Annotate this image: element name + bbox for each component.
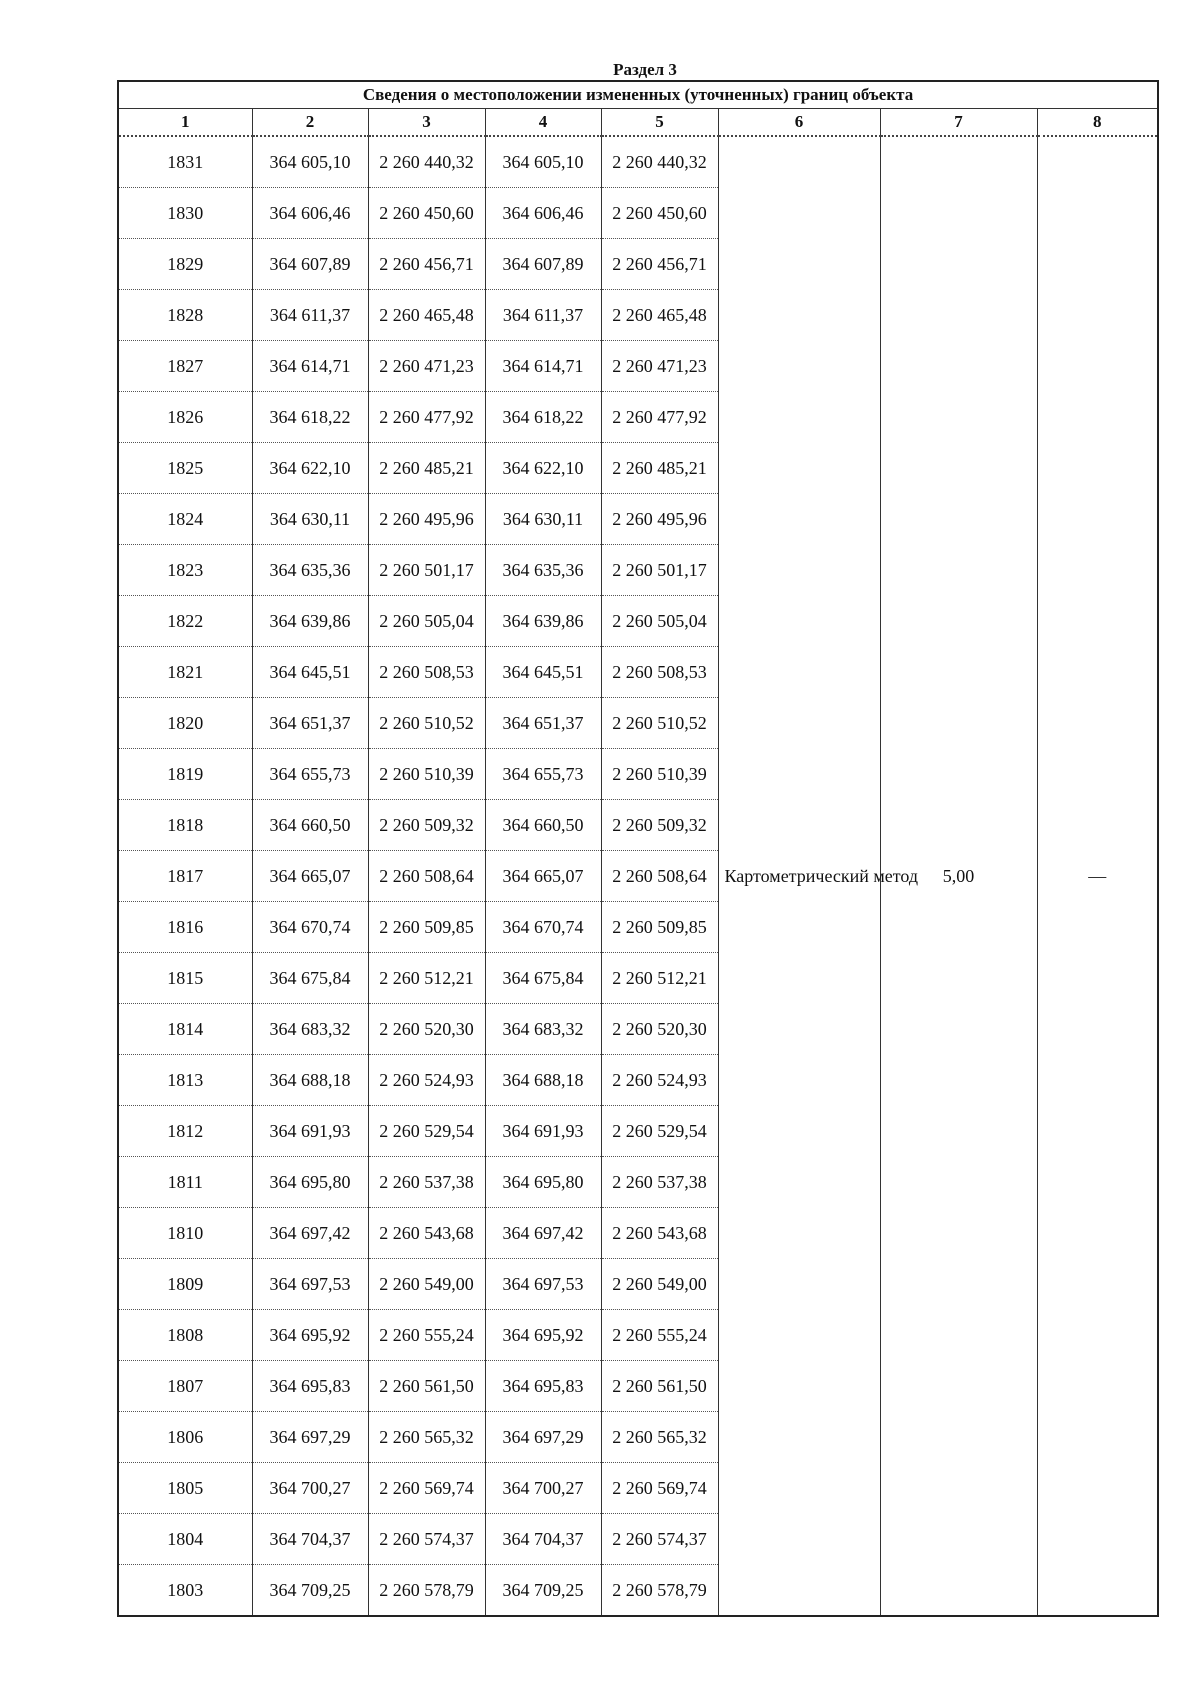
point-number-cell: 1807 — [118, 1361, 252, 1412]
y-updated-cell: 2 260 537,38 — [601, 1157, 718, 1208]
point-number-cell: 1806 — [118, 1412, 252, 1463]
y-updated-cell: 2 260 505,04 — [601, 596, 718, 647]
x-existing-cell: 364 709,25 — [252, 1565, 368, 1617]
point-number-cell: 1819 — [118, 749, 252, 800]
x-updated-cell: 364 614,71 — [485, 341, 601, 392]
y-updated-cell: 2 260 561,50 — [601, 1361, 718, 1412]
y-existing-cell: 2 260 569,74 — [368, 1463, 485, 1514]
column-number: 7 — [880, 109, 1037, 137]
y-updated-cell: 2 260 508,64 — [601, 851, 718, 902]
x-updated-cell: 364 630,11 — [485, 494, 601, 545]
y-existing-cell: 2 260 512,21 — [368, 953, 485, 1004]
y-existing-cell: 2 260 561,50 — [368, 1361, 485, 1412]
x-existing-cell: 364 660,50 — [252, 800, 368, 851]
point-number-cell: 1817 — [118, 851, 252, 902]
y-existing-cell: 2 260 505,04 — [368, 596, 485, 647]
y-existing-cell: 2 260 555,24 — [368, 1310, 485, 1361]
point-number-cell: 1822 — [118, 596, 252, 647]
point-number-cell: 1804 — [118, 1514, 252, 1565]
point-number-cell: 1812 — [118, 1106, 252, 1157]
y-updated-cell: 2 260 520,30 — [601, 1004, 718, 1055]
x-updated-cell: 364 611,37 — [485, 290, 601, 341]
y-updated-cell: 2 260 495,96 — [601, 494, 718, 545]
section-title: Раздел 3 — [613, 60, 677, 79]
x-updated-cell: 364 606,46 — [485, 188, 601, 239]
y-updated-cell: 2 260 578,79 — [601, 1565, 718, 1617]
y-updated-cell: 2 260 440,32 — [601, 136, 718, 188]
point-number-cell: 1830 — [118, 188, 252, 239]
y-updated-cell: 2 260 456,71 — [601, 239, 718, 290]
column-number: 2 — [252, 109, 368, 137]
column-number: 3 — [368, 109, 485, 137]
y-updated-cell: 2 260 508,53 — [601, 647, 718, 698]
point-number-cell: 1814 — [118, 1004, 252, 1055]
column-number: 4 — [485, 109, 601, 137]
x-existing-cell: 364 645,51 — [252, 647, 368, 698]
y-existing-cell: 2 260 509,32 — [368, 800, 485, 851]
column-number: 5 — [601, 109, 718, 137]
x-existing-cell: 364 635,36 — [252, 545, 368, 596]
x-existing-cell: 364 675,84 — [252, 953, 368, 1004]
x-existing-cell: 364 704,37 — [252, 1514, 368, 1565]
point-number-cell: 1829 — [118, 239, 252, 290]
point-number-cell: 1816 — [118, 902, 252, 953]
y-existing-cell: 2 260 471,23 — [368, 341, 485, 392]
point-number-cell: 1811 — [118, 1157, 252, 1208]
y-existing-cell: 2 260 495,96 — [368, 494, 485, 545]
y-updated-cell: 2 260 450,60 — [601, 188, 718, 239]
table-body — [118, 136, 1158, 1616]
table-caption: Сведения о местоположении измененных (уточненных) границ объекта — [118, 81, 1158, 109]
point-number-cell: 1831 — [118, 136, 252, 188]
x-existing-cell: 364 639,86 — [252, 596, 368, 647]
x-updated-cell: 364 635,36 — [485, 545, 601, 596]
y-existing-cell: 2 260 450,60 — [368, 188, 485, 239]
point-number-cell: 1821 — [118, 647, 252, 698]
x-existing-cell: 364 622,10 — [252, 443, 368, 494]
point-number-cell: 1815 — [118, 953, 252, 1004]
x-updated-cell: 364 618,22 — [485, 392, 601, 443]
y-existing-cell: 2 260 578,79 — [368, 1565, 485, 1617]
x-existing-cell: 364 605,10 — [252, 136, 368, 188]
y-updated-cell: 2 260 524,93 — [601, 1055, 718, 1106]
x-updated-cell: 364 665,07 — [485, 851, 601, 902]
x-existing-cell: 364 683,32 — [252, 1004, 368, 1055]
y-updated-cell: 2 260 510,52 — [601, 698, 718, 749]
y-existing-cell: 2 260 440,32 — [368, 136, 485, 188]
x-updated-cell: 364 700,27 — [485, 1463, 601, 1514]
x-updated-cell: 364 695,83 — [485, 1361, 601, 1412]
description-cell: — — [1037, 136, 1158, 1616]
y-existing-cell: 2 260 524,93 — [368, 1055, 485, 1106]
y-updated-cell: 2 260 569,74 — [601, 1463, 718, 1514]
y-updated-cell: 2 260 477,92 — [601, 392, 718, 443]
point-number-cell: 1823 — [118, 545, 252, 596]
x-existing-cell: 364 618,22 — [252, 392, 368, 443]
x-existing-cell: 364 651,37 — [252, 698, 368, 749]
point-number-cell: 1827 — [118, 341, 252, 392]
x-updated-cell: 364 651,37 — [485, 698, 601, 749]
y-updated-cell: 2 260 509,32 — [601, 800, 718, 851]
y-updated-cell: 2 260 471,23 — [601, 341, 718, 392]
y-existing-cell: 2 260 520,30 — [368, 1004, 485, 1055]
y-updated-cell: 2 260 501,17 — [601, 545, 718, 596]
y-existing-cell: 2 260 529,54 — [368, 1106, 485, 1157]
y-existing-cell: 2 260 537,38 — [368, 1157, 485, 1208]
y-existing-cell: 2 260 508,64 — [368, 851, 485, 902]
column-number: 6 — [718, 109, 880, 137]
y-updated-cell: 2 260 465,48 — [601, 290, 718, 341]
point-number-cell: 1810 — [118, 1208, 252, 1259]
y-updated-cell: 2 260 485,21 — [601, 443, 718, 494]
point-number-cell: 1818 — [118, 800, 252, 851]
point-number-cell: 1808 — [118, 1310, 252, 1361]
x-updated-cell: 364 695,92 — [485, 1310, 601, 1361]
x-updated-cell: 364 670,74 — [485, 902, 601, 953]
boundary-coordinates-table — [117, 80, 1159, 1617]
y-existing-cell: 2 260 510,39 — [368, 749, 485, 800]
x-existing-cell: 364 688,18 — [252, 1055, 368, 1106]
x-updated-cell: 364 660,50 — [485, 800, 601, 851]
y-updated-cell: 2 260 574,37 — [601, 1514, 718, 1565]
y-existing-cell: 2 260 465,48 — [368, 290, 485, 341]
x-existing-cell: 364 697,42 — [252, 1208, 368, 1259]
x-updated-cell: 364 709,25 — [485, 1565, 601, 1617]
x-existing-cell: 364 630,11 — [252, 494, 368, 545]
x-existing-cell: 364 695,83 — [252, 1361, 368, 1412]
y-updated-cell: 2 260 543,68 — [601, 1208, 718, 1259]
y-existing-cell: 2 260 477,92 — [368, 392, 485, 443]
point-number-cell: 1803 — [118, 1565, 252, 1617]
y-existing-cell: 2 260 485,21 — [368, 443, 485, 494]
x-updated-cell: 364 691,93 — [485, 1106, 601, 1157]
x-updated-cell: 364 645,51 — [485, 647, 601, 698]
y-existing-cell: 2 260 574,37 — [368, 1514, 485, 1565]
point-number-cell: 1805 — [118, 1463, 252, 1514]
x-existing-cell: 364 665,07 — [252, 851, 368, 902]
y-existing-cell: 2 260 510,52 — [368, 698, 485, 749]
y-updated-cell: 2 260 565,32 — [601, 1412, 718, 1463]
x-existing-cell: 364 614,71 — [252, 341, 368, 392]
accuracy-cell: 5,00 — [880, 136, 1037, 1616]
x-updated-cell: 364 697,53 — [485, 1259, 601, 1310]
y-existing-cell: 2 260 508,53 — [368, 647, 485, 698]
point-number-cell: 1824 — [118, 494, 252, 545]
point-number-cell: 1825 — [118, 443, 252, 494]
x-existing-cell: 364 697,53 — [252, 1259, 368, 1310]
y-updated-cell: 2 260 510,39 — [601, 749, 718, 800]
column-number: 1 — [118, 109, 252, 137]
x-existing-cell: 364 607,89 — [252, 239, 368, 290]
x-existing-cell: 364 691,93 — [252, 1106, 368, 1157]
x-existing-cell: 364 670,74 — [252, 902, 368, 953]
method-cell: Картометрический метод — [718, 136, 880, 1616]
x-updated-cell: 364 622,10 — [485, 443, 601, 494]
x-updated-cell: 364 675,84 — [485, 953, 601, 1004]
y-updated-cell: 2 260 512,21 — [601, 953, 718, 1004]
x-existing-cell: 364 700,27 — [252, 1463, 368, 1514]
x-updated-cell: 364 688,18 — [485, 1055, 601, 1106]
y-updated-cell: 2 260 549,00 — [601, 1259, 718, 1310]
y-existing-cell: 2 260 456,71 — [368, 239, 485, 290]
column-number-row — [118, 109, 1158, 137]
x-existing-cell: 364 695,80 — [252, 1157, 368, 1208]
x-updated-cell: 364 704,37 — [485, 1514, 601, 1565]
column-number: 8 — [1037, 109, 1158, 137]
point-number-cell: 1809 — [118, 1259, 252, 1310]
y-existing-cell: 2 260 509,85 — [368, 902, 485, 953]
y-updated-cell: 2 260 509,85 — [601, 902, 718, 953]
y-updated-cell: 2 260 555,24 — [601, 1310, 718, 1361]
y-existing-cell: 2 260 549,00 — [368, 1259, 485, 1310]
x-existing-cell: 364 695,92 — [252, 1310, 368, 1361]
x-updated-cell: 364 605,10 — [485, 136, 601, 188]
x-updated-cell: 364 697,29 — [485, 1412, 601, 1463]
x-existing-cell: 364 655,73 — [252, 749, 368, 800]
x-updated-cell: 364 697,42 — [485, 1208, 601, 1259]
x-existing-cell: 364 606,46 — [252, 188, 368, 239]
x-existing-cell: 364 611,37 — [252, 290, 368, 341]
y-existing-cell: 2 260 543,68 — [368, 1208, 485, 1259]
x-updated-cell: 364 695,80 — [485, 1157, 601, 1208]
x-updated-cell: 364 655,73 — [485, 749, 601, 800]
x-existing-cell: 364 697,29 — [252, 1412, 368, 1463]
point-number-cell: 1828 — [118, 290, 252, 341]
x-updated-cell: 364 607,89 — [485, 239, 601, 290]
table-row — [118, 136, 1158, 188]
y-existing-cell: 2 260 565,32 — [368, 1412, 485, 1463]
point-number-cell: 1820 — [118, 698, 252, 749]
point-number-cell: 1813 — [118, 1055, 252, 1106]
y-updated-cell: 2 260 529,54 — [601, 1106, 718, 1157]
y-existing-cell: 2 260 501,17 — [368, 545, 485, 596]
x-updated-cell: 364 683,32 — [485, 1004, 601, 1055]
x-updated-cell: 364 639,86 — [485, 596, 601, 647]
point-number-cell: 1826 — [118, 392, 252, 443]
